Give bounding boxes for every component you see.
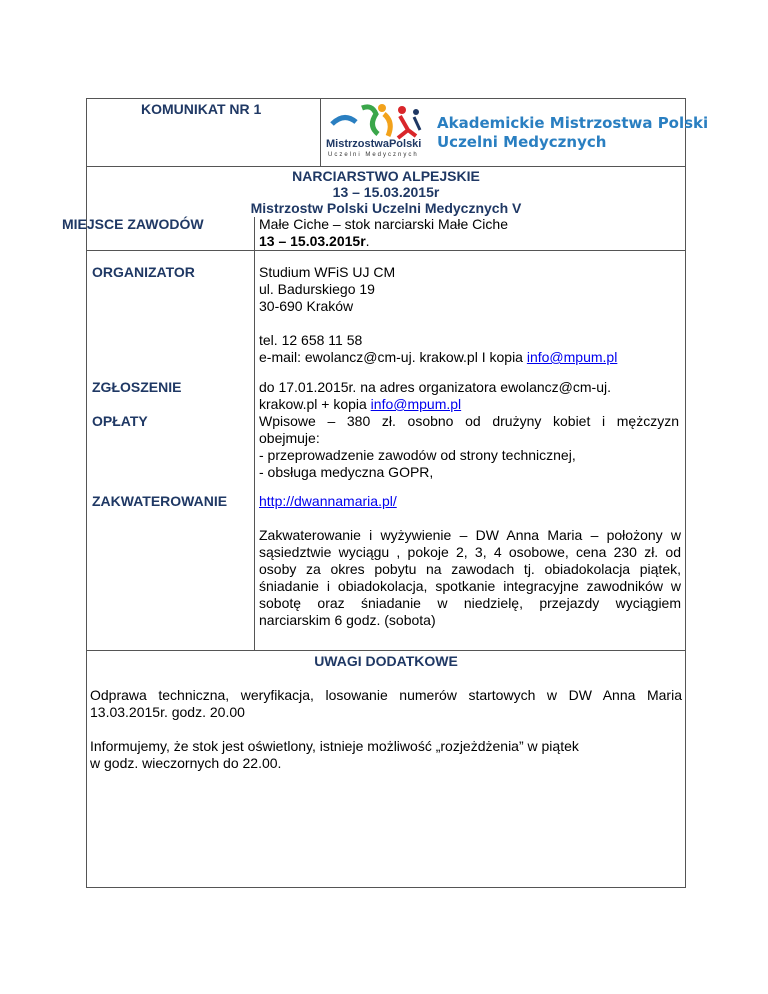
logo-title-line1: Akademickie Mistrzostwa Polski [437, 114, 709, 132]
championship-logo [324, 102, 709, 162]
notes-top-line [86, 650, 686, 651]
venue-label: MIEJSCE ZAWODÓW [62, 216, 204, 232]
logo-brand-text: MistrzostwaPolski [326, 138, 422, 150]
notes-title: UWAGI DODATKOWE [314, 653, 458, 669]
document-page [62, 98, 709, 888]
accommodation-link[interactable]: http://dwannamaria.pl/ [259, 493, 397, 509]
accommodation-label: ZAKWATEROWANIE [92, 493, 228, 509]
logo-sub-text: Uczelni Medycznych [328, 152, 419, 158]
organizer-name: Studium WFiS UJ CM [259, 264, 396, 280]
fees-label: OPŁATY [92, 413, 148, 429]
fees-line3: - przeprowadzenie zawodów od strony technicznej, [259, 447, 576, 463]
fees-line4: - obsługa medyczna GOPR, [259, 464, 434, 480]
label-column-divider [254, 217, 255, 650]
registration-email-link[interactable]: info@mpum.pl [370, 396, 462, 412]
venue-dates-line [259, 233, 370, 250]
event-discipline: NARCIARSTWO ALPEJSKIE [292, 168, 480, 184]
registration-line1: do 17.01.2015r. na adres organizatora ewolancz@cm-uj. [259, 379, 611, 395]
organizer-email-link[interactable]: info@mpum.pl [526, 349, 618, 365]
header-bottom-line [86, 166, 686, 167]
notes-para2-line2: w godz. wieczornych do 22.00. [90, 755, 282, 771]
logo-title-line2: Uczelni Medycznych [437, 133, 607, 151]
organizer-city: 30-690 Kraków [259, 298, 354, 314]
header-divider [320, 98, 321, 166]
venue-dates: 13 – 15.03.2015r [259, 233, 366, 249]
organizer-street: ul. Badurskiego 19 [259, 281, 375, 297]
organizer-email-text: e-mail: ewolancz@cm-uj. krakow.pl I kopia [259, 349, 527, 365]
organizer-label: ORGANIZATOR [92, 264, 195, 280]
venue-bottom-line [86, 250, 686, 251]
fees-line1: Wpisowe – 380 zł. osobno od drużyny kobiet i mężczyzn [259, 413, 679, 429]
event-dates: 13 – 15.03.2015r [332, 184, 440, 200]
registration-line2 [259, 396, 461, 413]
organizer-email-line [259, 349, 617, 366]
venue-dates-suffix: . [365, 233, 370, 249]
registration-line2-text: krakow.pl + kopia [259, 396, 371, 412]
notes-para1: Odprawa techniczna, weryfikacja, losowanie numerów startowych w DW Anna Maria 13.03.2015r. godz. 20.00 [90, 687, 682, 720]
fees-line2: obejmuje: [259, 430, 320, 446]
communique-title: KOMUNIKAT NR 1 [141, 101, 262, 117]
registration-label: ZGŁOSZENIE [92, 379, 182, 395]
accommodation-text: Zakwaterowanie i wyżywienie – DW Anna Maria – położony w sąsiedztwie wyciągu , pokoje 2, 3, 4 osobowe, cena 230 zł. od osoby za okres pobytu na zawodach tj. obiadokolacja piątek, śniadanie i obiadokolacja, spotkanie integracyjne zawodników w sobotę oraz śniadanie w niedzielę, przejazdy wyciągiem narciarskim 6 godz. (sobota) [259, 527, 681, 628]
notes-para2-line1: Informujemy, że stok jest oświetlony, istnieje możliwość „rozjeżdżenia” w piątek [90, 738, 579, 754]
venue-place: Małe Ciche – stok narciarski Małe Ciche [259, 216, 508, 232]
organizer-phone: tel. 12 658 11 58 [259, 332, 363, 348]
event-championship: Mistrzostw Polski Uczelni Medycznych V [250, 200, 522, 216]
